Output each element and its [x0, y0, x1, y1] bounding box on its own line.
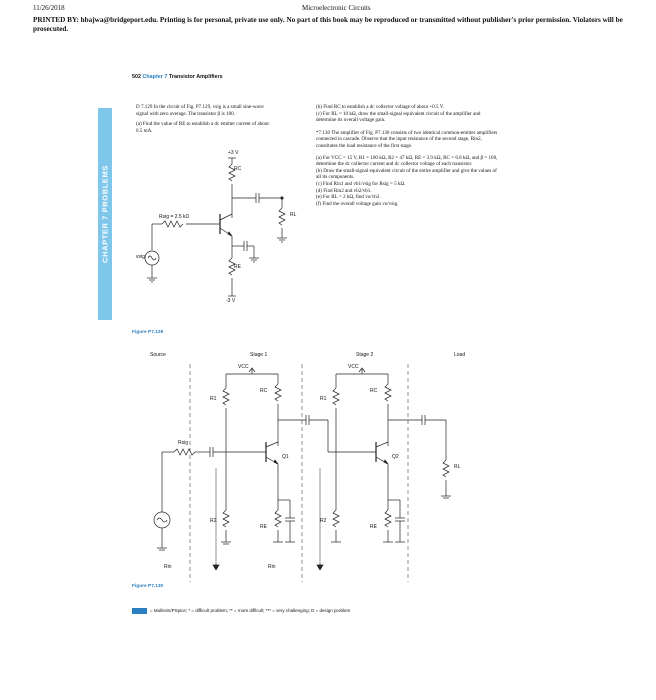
fig130-rl-label: RL: [454, 464, 461, 470]
stage1-rc-resistor: [275, 384, 281, 401]
side-band-label: CHAPTER 7 PROBLEMS: [100, 165, 110, 263]
fig129-vminus-label: -3 V: [226, 298, 236, 304]
fig130-rsig-label: Rsig: [178, 440, 189, 446]
fig129-vsig-label: vsig: [136, 254, 145, 260]
figure-p7-130-circuit: [132, 360, 512, 582]
fig129-rl-label: RL: [290, 212, 297, 218]
fig130-source-label: Source: [150, 352, 166, 358]
fig130-rin2-label: Rin: [268, 564, 276, 570]
fig130-rc2-label: RC: [370, 388, 378, 394]
figure-p7-130-caption: Figure P7.130: [132, 584, 164, 589]
fig129-re-label: RE: [234, 264, 241, 270]
problem-legend: = Multisim/PSpice; * = difficult problem; ** = more difficult; *** = very challenging; D = design problem: [150, 608, 351, 613]
print-notice: PRINTED BY: hbajwa@bridgeport.edu. Printing is for personal, private use only. No part of this book may be reproduced or transmitted without publisher's prior permission. Violators will be prosecuted.: [33, 16, 623, 33]
fig130-r1b-label: R1: [320, 396, 327, 402]
chapter-title: Transistor Amplifiers: [168, 74, 223, 80]
problem-column-right: [316, 104, 502, 207]
figure-p7-129-circuit: [132, 146, 316, 326]
fig129-rc-label: RC: [234, 166, 242, 172]
rsig-resistor: [162, 221, 183, 227]
page-number: 502: [132, 74, 141, 80]
fig129-vplus-label: +3 V: [228, 150, 239, 156]
fig130-q1-label: Q1: [282, 454, 289, 460]
problem-7-129-part-c: (c) For RL = 10 kΩ, draw the small-signal equivalent circuit of the amplifier and determine its overall voltage gain.: [316, 110, 481, 124]
stage1-re-resistor: [275, 510, 281, 527]
fig129-rsig-label: Rsig = 2.5 kΩ: [159, 214, 190, 220]
fig130-r2b-label: R2: [320, 518, 327, 524]
fig130-re2-label: RE: [370, 524, 377, 530]
problem-7-129-statement: D 7.129 In the circuit of Fig. P7.129, vsig is a small sine-wave signal with zero average. The transistor β is 100.: [136, 104, 264, 117]
fig130-vcc2-label: VCC: [348, 364, 359, 370]
problem-7-130-part-b: (b) Draw the small-signal equivalent circuit of the entire amplifier and give the values of all its components.: [316, 167, 497, 181]
source-rsig-resistor: [174, 449, 195, 455]
stage2-r1-resistor: [333, 388, 339, 405]
fig130-vcc1-label: VCC: [238, 364, 249, 370]
fig130-rc1-label: RC: [260, 388, 268, 394]
figure-p7-129-caption: Figure P7.129: [132, 330, 164, 335]
stage2-r2-resistor: [333, 510, 339, 527]
problem-7-130-statement: *7.130 The amplifier of Fig. P7.130 consists of two identical common-emitter amplifiers connected in cascade. Observe that the input resistance of the second stage, Rin2, constitutes the load resistance of the first stage.: [316, 129, 498, 149]
stage2-rc-resistor: [385, 384, 391, 401]
problem-7-129-part-a: (a) Find the value of RE to establish a dc emitter current of about 0.5 mA.: [136, 121, 269, 134]
fig130-stage1-label: Stage 1: [250, 352, 268, 358]
fig130-re1-label: RE: [260, 524, 267, 530]
running-head: [132, 74, 223, 80]
chapter-side-band: [98, 108, 112, 320]
book-page: [98, 62, 543, 622]
fig130-rin1-label: Rin: [164, 564, 172, 570]
problem-7-130-part-c: (c) Find Rin1 and vb1/vsig for Rsig = 5 kΩ.: [316, 180, 406, 187]
problem-7-130-part-f: (f) Find the overall voltage gain vo/vsig.: [316, 200, 399, 207]
print-date: 11/26/2018: [33, 4, 65, 12]
multisim-legend-icon: [132, 608, 147, 614]
document-title: Microelectronic Circuits: [302, 4, 371, 12]
rl-resistor: [279, 208, 285, 225]
problem-7-130-part-e: (e) For RL = 2 kΩ, find vo/vb2.: [316, 194, 381, 201]
chapter-label: Chapter 7: [142, 74, 168, 80]
fig130-load-label: Load: [454, 352, 466, 358]
problem-7-129-part-b: (b) Find RC to establish a dc collector voltage of about +0.5 V.: [316, 104, 445, 110]
load-rl-resistor: [443, 460, 449, 477]
problem-7-130-part-d: (d) Find Rin2 and vb2/vb1.: [316, 187, 372, 194]
stage2-re-resistor: [385, 510, 391, 527]
fig130-r1-label: R1: [210, 396, 217, 402]
stage1-r2-resistor: [223, 510, 229, 527]
problem-7-129: [136, 104, 276, 134]
fig130-r2-label: R2: [210, 518, 217, 524]
fig130-q2-label: Q2: [392, 454, 399, 460]
fig130-stage2-label: Stage 2: [356, 352, 374, 358]
stage1-r1-resistor: [223, 388, 229, 405]
problem-7-130-part-a: (a) For VCC = 15 V, R1 = 100 kΩ, R2 = 47 kΩ, RE = 3.9 kΩ, RC = 6.8 kΩ, and β = 100, determine the dc collector current and dc collector voltage of each transistor.: [316, 154, 498, 168]
